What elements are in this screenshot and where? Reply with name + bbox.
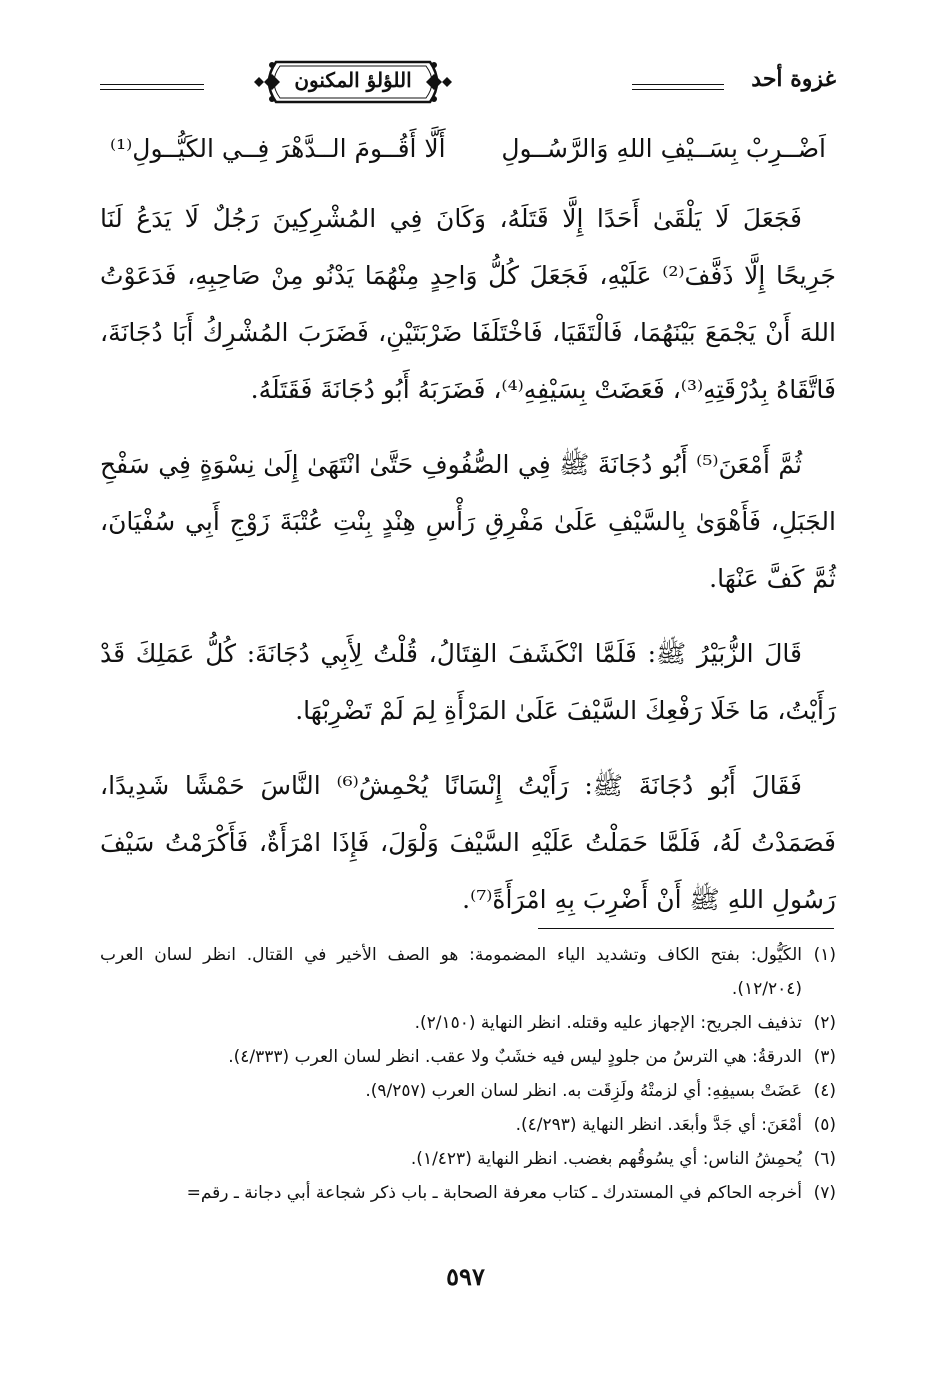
running-header xyxy=(100,48,836,112)
verse-hemistich-second: أَلَّا أَقُــومَ الــدَّهْرَ فِــي الكَيُّــولِ⁽¹⁾ xyxy=(110,134,446,163)
poetry-verse xyxy=(110,128,826,174)
footnote xyxy=(100,1176,836,1210)
footnote-number: (٧) xyxy=(813,1183,836,1203)
footnotes xyxy=(100,938,836,1210)
footnote-text: أمْعَنَ: أي جَدَّ وأبعَد. انظر النهاية (٤/٢٩٣). xyxy=(515,1115,802,1135)
footnote-number: (٣) xyxy=(813,1047,836,1067)
book-title-ornament xyxy=(250,56,456,108)
footnote-number: (٤) xyxy=(813,1081,836,1101)
footnote-text: أخرجه الحاكم في المستدرك ـ كتاب معرفة الصحابة ـ باب ذكر شجاعة أبي دجانة ـ رقم= xyxy=(186,1183,802,1203)
paragraph: فَجَعَلَ لَا يَلْقَىٰ أَحَدًا إِلَّا قَتَلَهُ، وَكَانَ فِي المُشْرِكِينَ رَجُلٌ لَا يَدَعُ لَنَا جَرِيحًا إِلَّا ذَفَّفَ⁽²⁾ عَلَيْهِ، فَجَعَلَ كُلُّ وَاحِدٍ مِنْهُمَا يَدْنُو مِنْ صَاحِبِهِ، فَدَعَوْتُ اللهَ أَنْ يَجْمَعَ بَيْنَهُمَا، فَالْتَقَيَا، فَاخْتَلَفَا ضَرْبَتَيْنِ، فَضَرَبَ المُشْرِكُ أَبَا دُجَانَةَ، فَاتَّقَاهُ بِدُرْقَتِهِ⁽³⁾، فَعَضَتْ بِسَيْفِهِ⁽⁴⁾، فَضَرَبَهُ أَبُو دُجَانَةَ فَقَتَلَهُ. xyxy=(100,204,836,404)
footnote-separator xyxy=(538,928,834,929)
footnote xyxy=(100,1142,836,1176)
verse-hemistich-first: اَضْــرِبْ بِسَــيْفِ اللهِ وَالرَّسُــولِ xyxy=(501,134,826,163)
page-number: ٥٩٧ xyxy=(446,1262,485,1291)
footnote-number: (٦) xyxy=(813,1149,836,1169)
footnote xyxy=(100,1040,836,1074)
paragraph: فَقَالَ أَبُو دُجَانَةَ ﷺ: رَأَيْتُ إِنْسَانًا يُحْمِشُ⁽⁶⁾ النَّاسَ حَمْشًا شَدِيدًا، فَصَمَدْتُ لَهُ، فَلَمَّا حَمَلْتُ عَلَيْهِ السَّيْفَ وَلْوَلَ، فَإِذَا امْرَأَةٌ، فَأَكْرَمْتُ سَيْفَ رَسُولِ اللهِ ﷺ أَنْ أَضْرِبَ بِهِ امْرَأَةً⁽⁷⁾. xyxy=(100,771,836,914)
paragraph: ثُمَّ أَمْعَنَ⁽⁵⁾ أَبُو دُجَانَةَ ﷺ فِي الصُّفُوفِ حَتَّىٰ انْتَهَىٰ إِلَىٰ نِسْوَةٍ فِي سَفْحِ الجَبَلِ، فَأَهْوَىٰ بِالسَّيْفِ عَلَىٰ مَفْرِقِ رَأْسِ هِنْدٍ بِنْتِ عُتْبَةَ زَوْجِ أَبِي سُفْيَانَ، ثُمَّ كَفَّ عَنْهَا. xyxy=(100,450,836,593)
footnote-text: عَضَتْ بسيفِهِ: أي لزمتْهُ ولَزِقَت به. انظر لسان العرب (٩/٢٥٧). xyxy=(365,1081,802,1101)
footnote-number: (٢) xyxy=(813,1013,836,1033)
book-title: اللؤلؤ المكنون xyxy=(294,68,412,92)
footnote xyxy=(100,1006,836,1040)
footnote xyxy=(100,1108,836,1142)
chapter-title: غزوة أحد xyxy=(751,66,836,92)
footnote-text: يُحمِشُ الناس: أي يسُوقُهم بغضب. انظر النهاية (١/٤٢٣). xyxy=(410,1149,802,1169)
footnote-number: (١) xyxy=(813,945,836,965)
footnote-text: تذفيف الجريح: الإجهاز عليه وقتله. انظر النهاية (٢/١٥٠). xyxy=(414,1013,802,1033)
paragraph: قَالَ الزُّبَيْرُ ﷺ: فَلَمَّا انْكَشَفَ القِتَالُ، قُلْتُ لِأَبِي دُجَانَةَ: كُلُّ عَمَلِكَ قَدْ رَأَيْتُ، مَا خَلَا رَفْعِكَ السَّيْفَ عَلَىٰ المَرْأَةِ لِمَ لَمْ تَضْرِبْهَا. xyxy=(100,639,836,725)
header-rule-right xyxy=(632,84,724,90)
footnote xyxy=(100,938,836,1006)
main-text xyxy=(100,190,836,946)
footnote-text: الدرقةُ: هي الترسُ من جلودٍ ليس فيه خشَبٌ ولا عقب. انظر لسان العرب (٤/٣٣٣). xyxy=(228,1047,802,1067)
header-rule-left xyxy=(100,84,204,90)
footnote-number: (٥) xyxy=(813,1115,836,1135)
footnote-text: الكَيُّول: بفتح الكاف وتشديد الياء المضمومة: هو الصف الأخير في القتال. انظر لسان العرب (١٢/٢٠٤). xyxy=(100,945,802,999)
footnote xyxy=(100,1074,836,1108)
